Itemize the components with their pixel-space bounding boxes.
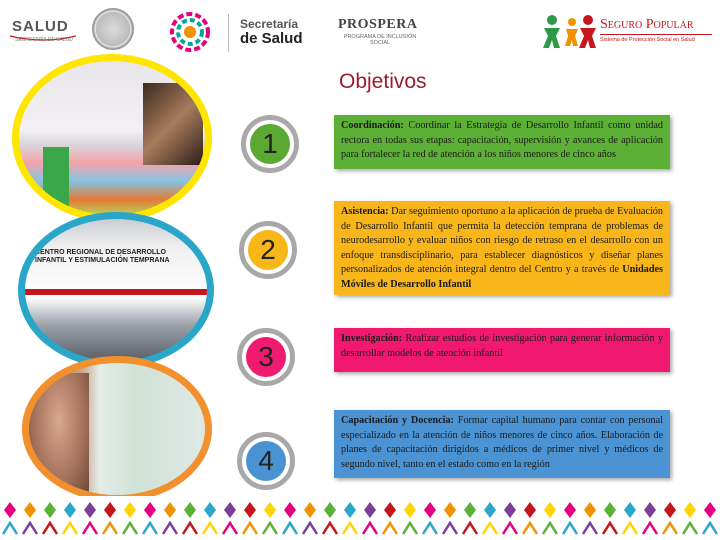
objective-1-heading: Coordinación:: [341, 120, 404, 131]
objective-4-text: Formar capital humano para contar con personal especializado en la atención de niños menores de cinco años. Elaboración de planes de capacitación dirigidos a médicos de primer nivel y médicos de segundo nivel, tanto en el estado como en la región: [341, 415, 663, 470]
objective-number-2-text: 2: [260, 234, 276, 265]
salud-logo-text: SALUD: [12, 18, 69, 35]
objective-box-investigacion: [334, 328, 670, 372]
national-seal-icon: [92, 8, 134, 50]
building-photo: [18, 212, 214, 368]
objective-3-text: Realizar estudios de investigación para generar información y desarrollar modelos de atención infantil: [341, 333, 663, 359]
child-hallway-photo: [22, 356, 212, 502]
objective-number-2: [239, 221, 297, 279]
objective-box-asistencia: [334, 201, 670, 295]
seguro-popular-subtitle: Sistema de Protección Social en Salud: [600, 37, 695, 43]
objective-number-2-inner: [248, 230, 288, 270]
building-sign-text: CENTRO REGIONAL DE DESARROLLO INFANTIL Y ESTIMULACIÓN TEMPRANA: [35, 249, 170, 264]
objective-number-3: [237, 328, 295, 386]
objective-2-text: Dar seguimiento oportuno a la aplicación de prueba de Evaluación de Desarrollo Infantil que permita la detección temprana de problemas de neurodesarrollo y evaluar niños con riesgo de retraso en el desarrollo con un enfoque transdisciplinario, para establecer diagnósticos y diseñar planes personalizados de atención integral dentro del Centro y a través de: [341, 206, 663, 276]
objective-box-capacitacion: [334, 410, 670, 478]
objective-number-4: [237, 432, 295, 490]
objective-number-1-inner: [250, 124, 290, 164]
secretaria-de-salud-emblem-icon: [165, 10, 215, 54]
embroidery-pattern-band: [0, 496, 720, 540]
child-face: [29, 373, 89, 493]
objective-number-3-inner: [246, 337, 286, 377]
objective-box-coordinacion: [334, 115, 670, 169]
seguro-popular-rule: [600, 34, 712, 35]
page-title: Objetivos: [339, 70, 427, 93]
seguro-popular-figures-icon: [542, 14, 598, 50]
objective-number-1-text: 1: [262, 128, 278, 159]
seguro-popular-logo-text: Seguro Popular: [600, 17, 694, 32]
objective-number-1: [241, 115, 299, 173]
objective-number-4-inner: [246, 441, 286, 481]
playroom-photo: [12, 54, 212, 222]
salud-logo-subtitle: SECRETARÍA DE SALUD: [15, 37, 73, 43]
objective-number-3-text: 3: [258, 341, 274, 372]
de-salud-label: de Salud: [240, 30, 303, 47]
secretaria-label: Secretaría: [240, 17, 299, 31]
objective-2-bold-end: Unidades Móviles de Desarrollo Infantil: [341, 264, 663, 290]
prospera-logo-subtitle: PROGRAMA DE INCLUSIÓN SOCIAL: [343, 34, 417, 46]
objective-1-text: Coordinar la Estrategia de Desarrollo Infantil como unidad rectora en todas sus etapas: capacitación, supervisión y avances de aplicación para fortalecer la red de atención a los niños menores de cinco años: [341, 120, 663, 161]
objective-4-heading: Capacitación y Docencia:: [341, 415, 454, 426]
green-bookshelf: [43, 147, 69, 207]
prospera-logo-text: PROSPERA: [338, 17, 418, 32]
header-divider: [228, 14, 229, 52]
building-red-stripe: [25, 289, 214, 295]
child-portrait-painting: [143, 83, 203, 165]
objective-number-4-text: 4: [258, 445, 274, 476]
objective-3-heading: Investigación:: [341, 333, 403, 344]
objective-2-heading: Asistencia:: [341, 206, 389, 217]
header-logos: [0, 0, 720, 62]
